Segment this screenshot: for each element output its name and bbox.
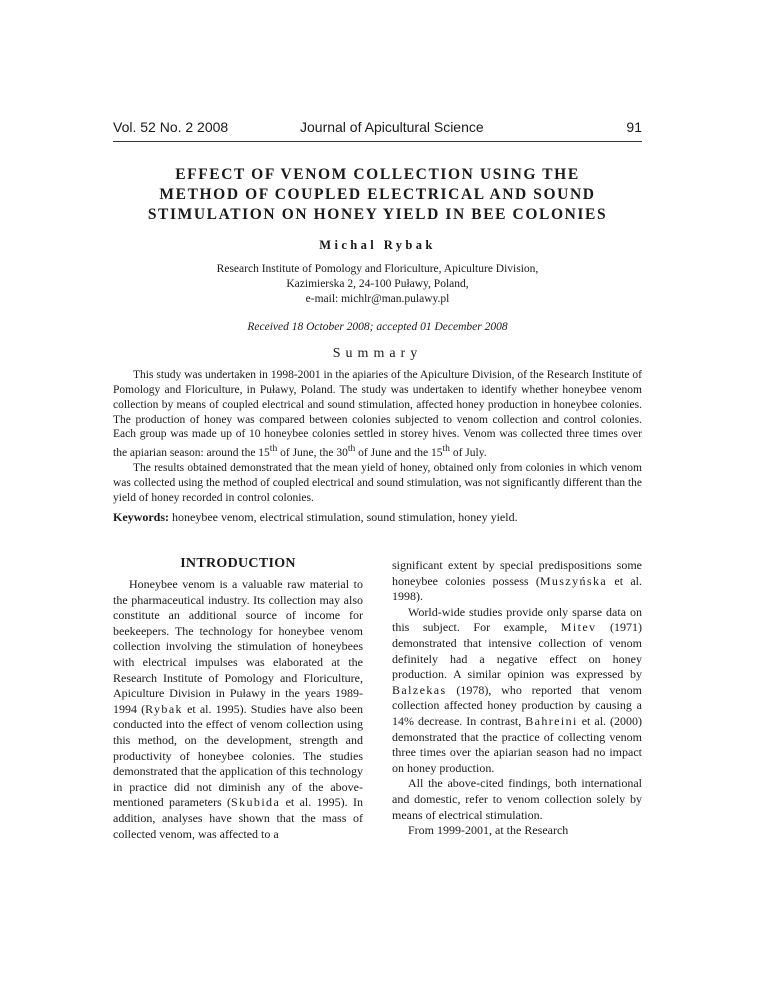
column-left xyxy=(113,555,363,842)
affiliation-line-1: Research Institute of Pomology and Floriculture, Apiculture Division, xyxy=(216,263,539,275)
citation-skubida: Skubida xyxy=(231,795,281,810)
citation-bahreini: Bahreini xyxy=(525,713,578,728)
author-name: Michal Rybak xyxy=(319,238,436,252)
intro-paragraph-4: From 1999-2001, at the Research xyxy=(408,823,569,838)
affiliation-line-2: Kazimierska 2, 24-100 Puławy, Poland, xyxy=(286,278,469,290)
citation-muszynska: Muszyńska xyxy=(539,573,608,588)
intro-paragraph-1-continued: significant extent by special predispositions some honeybee colonies possess (Muszyńska et al. 1998). xyxy=(392,558,642,604)
citation-rybak: Rybak xyxy=(145,701,183,716)
title-line-3: STIMULATION ON HONEY YIELD IN BEE COLONIES xyxy=(147,206,608,223)
summary-paragraph-1: This study was undertaken in 1998-2001 in the apiaries of the Apiculture Division, of the Research Institute of Pomology and Floriculture, in Puławy, Poland. The study was undertaken to identify whether honeybee venom collection by means of coupled electrical and sound stimulation, affected honey production in honeybee colonies. The production of honey was compared between colonies subjected to venom collection and control colonies. Each group was made up of 10 honeybee colonies settled in storey hives. Venom was collected three times over the apiarian season: around the 15th of June, the 30th of June and the 15th of July. xyxy=(113,369,642,460)
citation-mitev: Mitev xyxy=(560,620,597,635)
affiliation-email: e-mail: michlr@man.pulawy.pl xyxy=(305,293,450,305)
keywords-list: honeybee venom, electrical stimulation, sound stimulation, honey yield. xyxy=(169,510,518,524)
title-line-2: METHOD OF COUPLED ELECTRICAL AND SOUND xyxy=(159,186,596,203)
summary-paragraph-2: The results obtained demonstrated that the mean yield of honey, obtained only from colonies in which venom was collected using the method of coupled electrical and sound stimulation, was not significantly different than the yield of honey recorded in control colonies. xyxy=(113,461,642,504)
page-number: 91 xyxy=(626,119,642,135)
summary-heading: Summary xyxy=(332,346,423,361)
summary-text xyxy=(113,368,642,505)
volume-info: Vol. 52 No. 2 2008 xyxy=(113,119,229,135)
intro-paragraph-2: World-wide studies provide only sparse data on this subject. For example, Mitev (1971) demonstrated that intensive collection of venom definitely had a negative effect on honey production. A similar opinion was expressed by Balzekas (1978), who reported that venom collection affected honey production by causing a 14% decrease. In contrast, Bahreini et al. (2000) demonstrated that the practice of collecting venom three times over the apiarian season had no impact on honey production. xyxy=(392,604,643,775)
introduction-heading: INTRODUCTION xyxy=(180,556,296,571)
journal-name: Journal of Apicultural Science xyxy=(300,119,484,135)
keywords xyxy=(113,510,642,525)
keywords-label: Keywords: xyxy=(113,510,169,524)
citation-balzekas: Balzekas xyxy=(392,682,447,697)
intro-paragraph-1: Honeybee venom is a valuable raw material to the pharmaceutical industry. Its collection may also constitute an additional source of income for beekeepers. The technology for honeybee venom collection involving the stimulation of honeybees with electrical impulses was elaborated at the Research Institute of Pomology and Floriculture, Apiculture Division in Puławy in the years 1989-1994 (Rybak et al. 1995). Studies have also been conducted into the effect of venom collection using this method, on the development, strength and productivity of honeybee colonies. The studies demonstrated that the application of this technology in practice did not diminish any of the above-mentioned parameters (Skubida et al. 1995). In addition, analyses have shown that the mass of collected venom, was affected to a xyxy=(113,577,363,841)
article-title xyxy=(113,165,642,225)
title-line-1: EFFECT OF VENOM COLLECTION USING THE xyxy=(175,166,580,183)
intro-paragraph-3: All the above-cited findings, both international and domestic, refer to venom collection solely by means of electrical stimulation. xyxy=(392,776,642,822)
column-right xyxy=(392,558,642,839)
header-rule xyxy=(113,141,642,142)
affiliation xyxy=(113,262,642,307)
received-dates: Received 18 October 2008; accepted 01 December 2008 xyxy=(247,321,508,333)
